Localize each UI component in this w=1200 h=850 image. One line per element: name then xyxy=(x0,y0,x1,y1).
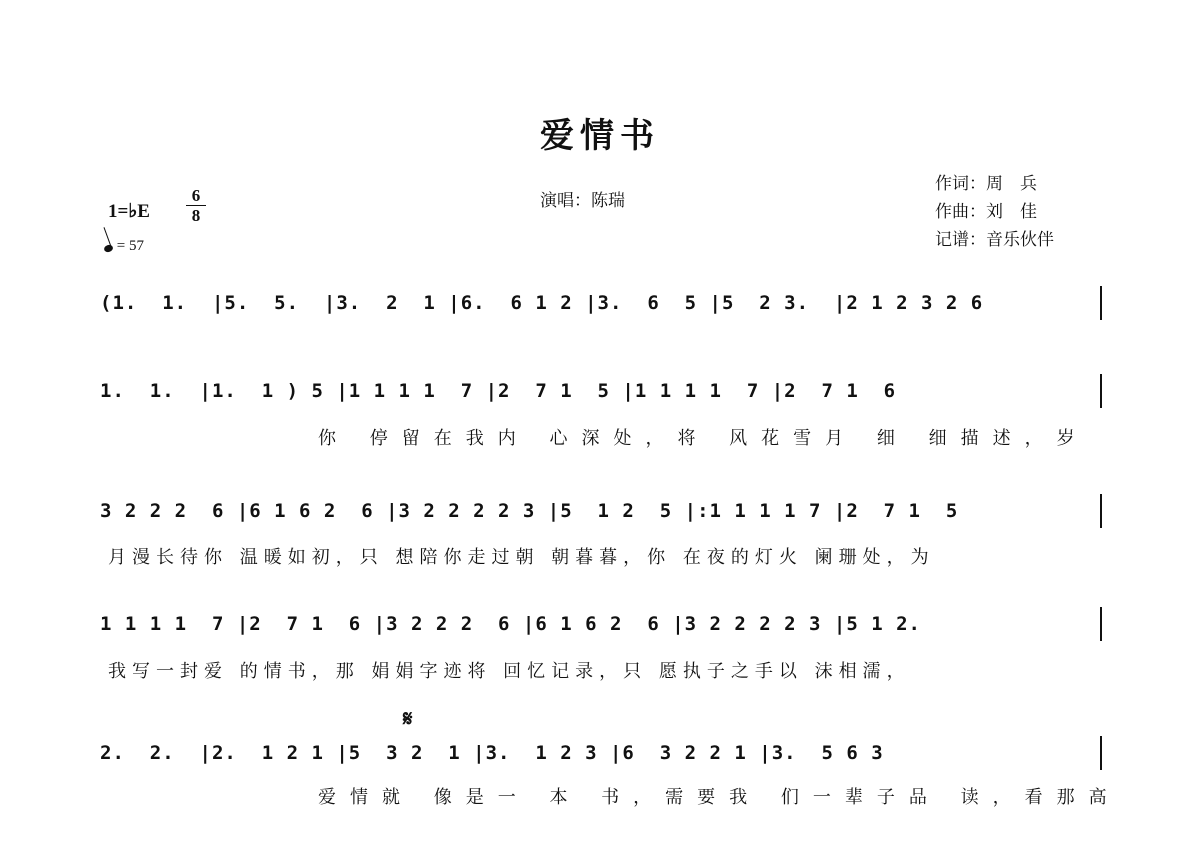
tempo-value: = 57 xyxy=(116,238,144,254)
system-2-lyrics: 你 停留在我内 心深处，将 风花雪月 细 细描述，岁 xyxy=(318,428,1089,449)
lyricist-credit: 作词：周 兵 xyxy=(935,174,1037,194)
tempo-marking xyxy=(104,238,144,255)
end-barline-4 xyxy=(1100,607,1102,641)
time-numerator: 6 xyxy=(186,186,206,206)
page-title: 爱情书 xyxy=(540,116,660,156)
time-signature xyxy=(186,186,206,225)
system-4-notes: 1 1 1 1 7 |2 7 1 6 |3 2 2 2 6 |6 1 6 2 6 |3 2 2 2 2 3 |5 1 2. xyxy=(100,613,921,635)
end-barline-3 xyxy=(1100,494,1102,528)
end-barline-5 xyxy=(1100,736,1102,770)
time-denominator: 8 xyxy=(191,206,201,225)
system-2-notes: 1. 1. |1. 1 ) 5 |1 1 1 1 7 |2 7 1 5 |1 1 1 1 7 |2 7 1 6 xyxy=(100,380,897,402)
end-barline-1 xyxy=(1100,286,1102,320)
system-5-notes: 2. 2. |2. 1 2 1 |5 3 2 1 |3. 1 2 3 |6 3 2 2 1 |3. 5 6 3 xyxy=(100,742,884,764)
credits-block xyxy=(935,170,1054,254)
segno-sign: 𝄋 xyxy=(403,706,413,732)
system-3-notes: 3 2 2 2 6 |6 1 6 2 6 |3 2 2 2 2 3 |5 1 2 5 |:1 1 1 1 7 |2 7 1 5 xyxy=(100,500,959,522)
transcriber-credit: 记谱：音乐伙伴 xyxy=(935,230,1054,250)
system-5-lyrics: 爱情就 像是一 本 书，需要我 们一辈子品 读，看那高 xyxy=(318,787,1121,808)
composer-credit: 作曲：刘 佳 xyxy=(935,202,1037,222)
end-barline-2 xyxy=(1100,374,1102,408)
system-3-lyrics: 月漫长待你 温暖如初，只 想陪你走过朝 朝暮暮，你 在夜的灯火 阑珊处，为 xyxy=(108,547,935,568)
system-4-lyrics: 我写一封爱 的情书，那 娟娟字迹将 回忆记录，只 愿执子之手以 沫相濡， xyxy=(108,661,911,682)
quarter-note-icon xyxy=(103,244,114,254)
singer-credit: 演唱：陈瑞 xyxy=(540,191,625,211)
system-1-notes: (1. 1. |5. 5. |3. 2 1 |6. 6 1 2 |3. 6 5 |5 2 3. |2 1 2 3 2 6 xyxy=(100,292,984,314)
key-signature: 1=♭E xyxy=(108,201,150,222)
